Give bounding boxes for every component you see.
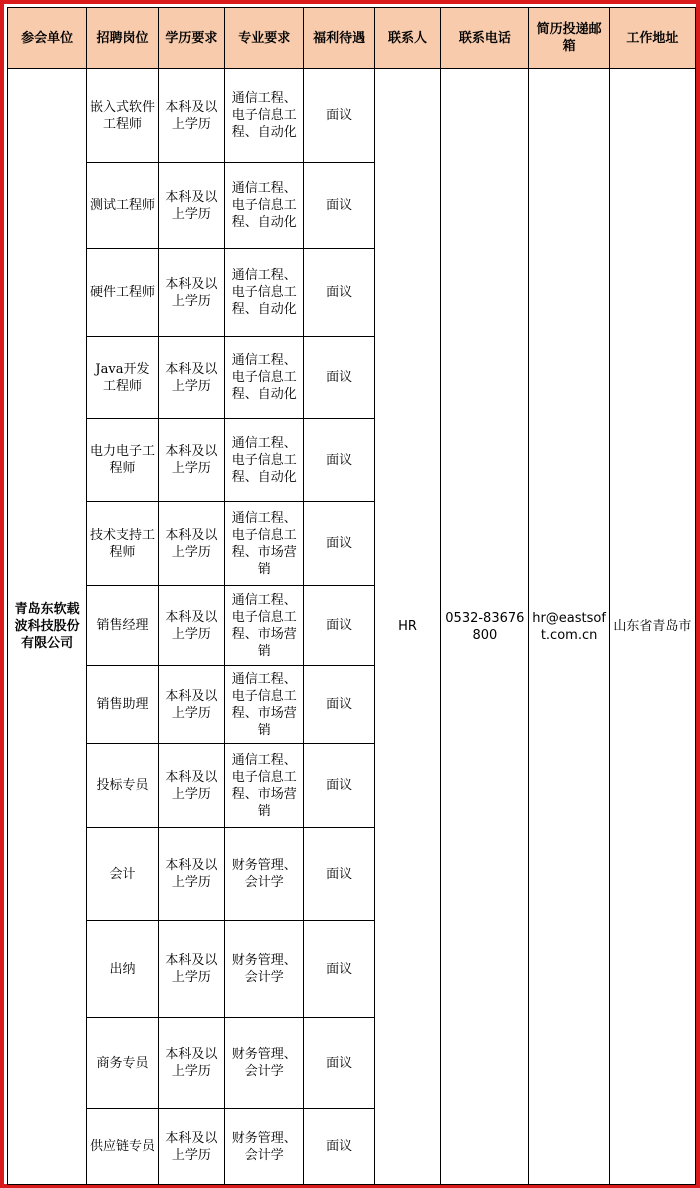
- education-cell: 本科及以上学历: [158, 1109, 224, 1185]
- welfare-cell: 面议: [304, 828, 374, 921]
- education-cell: 本科及以上学历: [158, 419, 224, 502]
- position-cell: Java开发工程师: [87, 337, 158, 419]
- email-cell[interactable]: hr@eastsoft.com.cn: [529, 69, 609, 1185]
- education-cell: 本科及以上学历: [158, 163, 224, 249]
- major-cell: 通信工程、电子信息工程、自动化: [225, 69, 304, 163]
- header-welfare: 福利待遇: [304, 8, 374, 69]
- header-education: 学历要求: [158, 8, 224, 69]
- welfare-cell: 面议: [304, 666, 374, 744]
- header-major: 专业要求: [225, 8, 304, 69]
- header-email: 简历投递邮箱: [529, 8, 609, 69]
- welfare-cell: 面议: [304, 744, 374, 828]
- major-cell: 通信工程、电子信息工程、自动化: [225, 163, 304, 249]
- major-cell: 通信工程、电子信息工程、自动化: [225, 337, 304, 419]
- welfare-cell: 面议: [304, 502, 374, 586]
- education-cell: 本科及以上学历: [158, 337, 224, 419]
- education-cell: 本科及以上学历: [158, 249, 224, 337]
- welfare-cell: 面议: [304, 921, 374, 1018]
- position-cell: 嵌入式软件工程师: [87, 69, 158, 163]
- welfare-cell: 面议: [304, 1018, 374, 1109]
- major-cell: 通信工程、电子信息工程、市场营销: [225, 586, 304, 666]
- major-cell: 财务管理、会计学: [225, 921, 304, 1018]
- welfare-cell: 面议: [304, 586, 374, 666]
- position-cell: 商务专员: [87, 1018, 158, 1109]
- welfare-cell: 面议: [304, 419, 374, 502]
- position-cell: 投标专员: [87, 744, 158, 828]
- welfare-cell: 面议: [304, 1109, 374, 1185]
- table-row: [8, 69, 696, 163]
- position-cell: 出纳: [87, 921, 158, 1018]
- education-cell: 本科及以上学历: [158, 828, 224, 921]
- header-position: 招聘岗位: [87, 8, 158, 69]
- welfare-cell: 面议: [304, 249, 374, 337]
- major-cell: 通信工程、电子信息工程、市场营销: [225, 744, 304, 828]
- header-address: 工作地址: [609, 8, 695, 69]
- position-cell: 硬件工程师: [87, 249, 158, 337]
- major-cell: 财务管理、会计学: [225, 1018, 304, 1109]
- position-cell: 电力电子工程师: [87, 419, 158, 502]
- education-cell: 本科及以上学历: [158, 744, 224, 828]
- education-cell: 本科及以上学历: [158, 1018, 224, 1109]
- welfare-cell: 面议: [304, 69, 374, 163]
- major-cell: 通信工程、电子信息工程、市场营销: [225, 666, 304, 744]
- position-cell: 技术支持工程师: [87, 502, 158, 586]
- position-cell: 测试工程师: [87, 163, 158, 249]
- major-cell: 财务管理、会计学: [225, 1109, 304, 1185]
- major-cell: 通信工程、电子信息工程、自动化: [225, 249, 304, 337]
- welfare-cell: 面议: [304, 337, 374, 419]
- header-contact: 联系人: [374, 8, 440, 69]
- position-cell: 销售助理: [87, 666, 158, 744]
- header-row: [8, 8, 696, 69]
- major-cell: 财务管理、会计学: [225, 828, 304, 921]
- education-cell: 本科及以上学历: [158, 666, 224, 744]
- education-cell: 本科及以上学历: [158, 69, 224, 163]
- contact-cell: HR: [374, 69, 440, 1185]
- education-cell: 本科及以上学历: [158, 586, 224, 666]
- header-phone: 联系电话: [441, 8, 529, 69]
- table-body: [8, 69, 696, 1185]
- address-cell: 山东省青岛市: [609, 69, 695, 1185]
- major-cell: 通信工程、电子信息工程、自动化: [225, 419, 304, 502]
- position-cell: 销售经理: [87, 586, 158, 666]
- education-cell: 本科及以上学历: [158, 502, 224, 586]
- phone-cell: 0532-83676800: [441, 69, 529, 1185]
- position-cell: 会计: [87, 828, 158, 921]
- welfare-cell: 面议: [304, 163, 374, 249]
- major-cell: 通信工程、电子信息工程、市场营销: [225, 502, 304, 586]
- education-cell: 本科及以上学历: [158, 921, 224, 1018]
- company-cell: 青岛东软载波科技股份有限公司: [8, 69, 87, 1185]
- position-cell: 供应链专员: [87, 1109, 158, 1185]
- header-company: 参会单位: [8, 8, 87, 69]
- recruitment-table: [7, 7, 696, 1185]
